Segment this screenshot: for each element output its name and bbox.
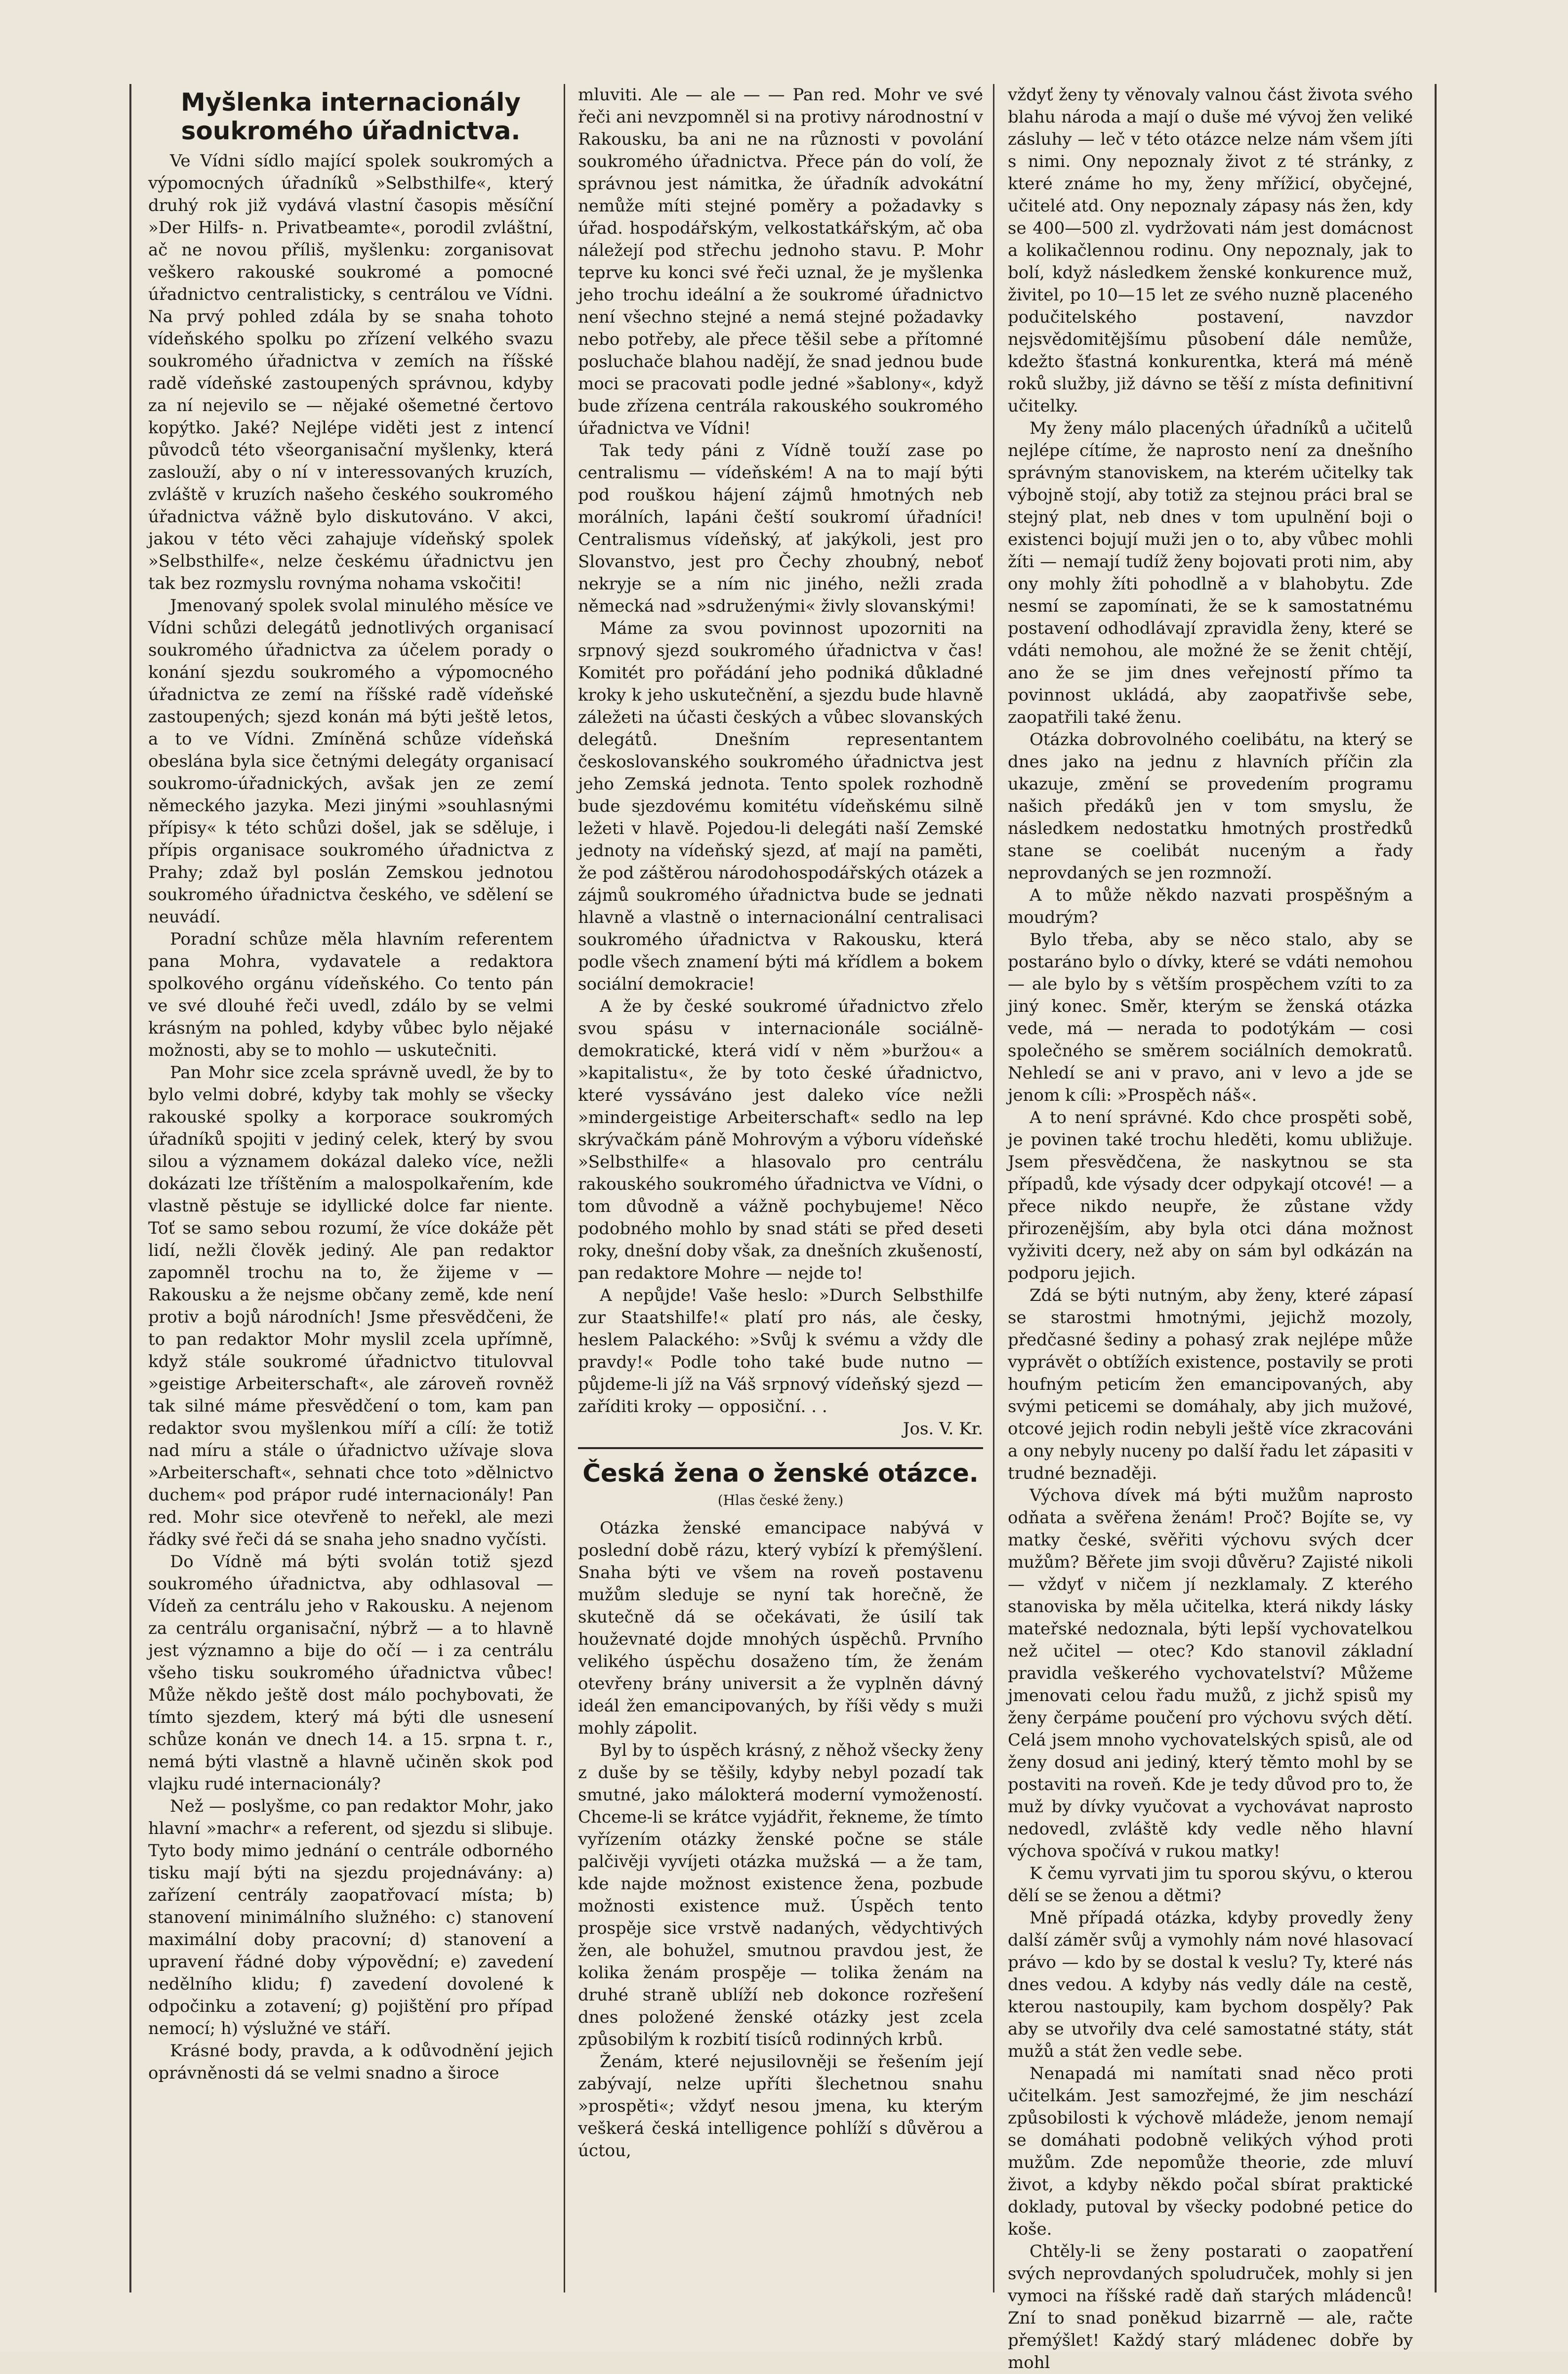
article-title: Myšlenka internacionály soukromého úřadnictva. <box>181 88 521 145</box>
article-title: Česká žena o ženské otázce. <box>582 1459 979 1488</box>
paragraph: Ve Vídni sídlo mající spolek soukromých a výpomocných úřadníků »Selbsthilfe«, který druhý rok již vydává vlastní časopis měsíční »Der Hilfs- n. Privatbeamte«, porodil zvláštní, ač ne novou příliš, myšlenku: zorganisovat veškero rakouské soukromé a pomocné úřadnictvo centralisticky, s centrálou ve Vídni. Na prvý pohled zdála by se snaha tohoto vídeňského spolku po zřízení velkého svazu soukromého úřadnictva v zemích na říšské radě vídeňské zastoupených správnou, kdyby za ní nejevilo se — nějaké ošemetné čertovo kopýtko. Jaké? Nejlépe viděti jest z intencí původců této všeorganisační myšlenky, která zaslouží, aby o ní v interessovaných kruzích, zvláště v kruzích našeho českého soukromého úřadnictva vážně bylo diskutováno. V akci, jakou v této věci zahajuje vídeňský spolek »Selbsthilfe«, nelze českému úřadnictvu jen tak bez rozmyslu rovnýma nohama vskočiti! <box>148 151 553 593</box>
paragraph: Než — poslyšme, co pan redaktor Mohr, jako hlavní »machr« a referent, od sjezdu si slibuje. Tyto body mimo jednání o centrále odborného tisku mají býti na sjezdu projednávány: a) zařízení centrály zaopatřovací místa; b) stanovení minimálního služného: c) stanovení maximální doby pracovní; d) stanovení a upravení řádné doby výpovědní; e) zavedení nedělního klidu; f) zavedení dovolené k odpočinku a zotavení; g) pojištění pro případ nemocí; h) výslužné ve stáří. <box>148 1796 553 2039</box>
article-body <box>1008 84 1413 2374</box>
paragraph: Chtěly-li se ženy postarati o zaopatření svých neprovdaných spoludruček, mohly si jen vymoci na říšské radě daň starých mládenců! Zní to snad poněkud bizarrně — ale, račte přemýšlet! Každý starý mládenec dobře by mohl <box>1008 2242 1413 2373</box>
article-divider <box>578 1447 983 1449</box>
article-signature: Jos. V. Kr. <box>903 1419 983 1439</box>
paragraph: Ženám, které nejusilovněji se řešením její zabývají, nelze upříti šlechetnou snahu »prospěti«; vždyť nesou jmena, ku kterým veškerá česká intelligence pohlíží s důvěrou a úctou, <box>578 2052 983 2161</box>
article-body <box>578 1517 983 2162</box>
paragraph: Nenapadá mi namítati snad něco proti učitelkám. Jest samozřejmé, že jim neschází způsobilosti k výchově mládeže, jenom nemají se domáhati podobně velikých výhod proti mužům. Zde nepomůže theorie, zde mluví život, a kdyby někdo počal sbírat praktické doklady, putoval by všecky podobné petice do koše. <box>1008 2064 1413 2239</box>
column-2 <box>578 84 983 2292</box>
paragraph: Bylo třeba, aby se něco stalo, aby se postaráno bylo o dívky, které se vdáti nemohou — ale bylo by s větším prospěchem vzíti to za jiný konec. Směr, kterým se ženská otázka vede, má — nerada to podotýkám — cosi společného se směrem sociálních demokratů. Nehledí se ani v pravo, ani v levo a jde se jenom k cíli: »Prospěch náš«. <box>1008 930 1413 1105</box>
article-body <box>578 84 983 1418</box>
paragraph: A to může někdo nazvati prospěšným a moudrým? <box>1008 885 1413 927</box>
paragraph: Poradní schůze měla hlavním referentem pana Mohra, vydavatele a redaktora spolkového orgánu vídeňského. Co tento pán ve své dlouhé řeči uvedl, zdálo by se velmi krásným na pohled, kdyby vůbec bylo nějaké možnosti, aby se to mohlo — uskutečniti. <box>148 929 553 1060</box>
right-margin-rule <box>1435 84 1437 2292</box>
paragraph: Do Vídně má býti svolán totiž sjezd soukromého úřadnictva, aby odhlasoval — Vídeň za centrálu jeho v Rakousku. A nejenom za centrálu organisační, nýbrž — a to hlavně jest významno a bije do očí — i za centrálu všeho tisku soukromého úřadnictva vůbec! Může někdo ještě dost málo pochybovati, že tímto sjezdem, který má býti dle usnesení schůze konán ve dnech 14. a 15. srpna t. r., nemá býti vlastně a hlavně učiněn skok pod vlajku rudé internacionály? <box>148 1552 553 1794</box>
paragraph: Mně případá otázka, kdyby provedly ženy další záměr svůj a vymohly nám nové hlasovací právo — kdo by se dostal k veslu? Ty, které nás dnes vedou. A kdyby nás vedly dále na cestě, kterou nastoupily, kam bychom dospěly? Pak aby se utvořily dva celé samostatné státy, stát mužů a stát žen vedle sebe. <box>1008 1908 1413 2061</box>
column-divider <box>564 84 565 2292</box>
paragraph: K čemu vyrvati jim tu sporou skývu, o kterou dělí se se ženou a dětmi? <box>1008 1864 1413 1906</box>
paragraph: mluviti. Ale — ale — — Pan red. Mohr ve své řeči ani nevzpomněl si na protivy národnostní v Rakousku, ba ani ne na různosti v povolání soukromého úřadnictva. Přece pán do volí, že správnou jest námitka, že úřadník advokátní nemůže míti stejné poměry a požadavky s úřad. hospodářským, velkostatkářským, ač oba náležejí pod střechu jednoho stavu. P. Mohr teprve ku konci své řeči uznal, že je myšlenka jeho trochu ideální a že soukromé úřadnictvo není všechno stejné a nemá stejné požadavky nebo potřeby, ale přece těšil sebe a přítomné posluchače blahou nadějí, že snad jednou bude moci se pracovati podle jedné »šablony«, když bude zřízena centrála rakouského soukromého úřadnictva ve Vídni! <box>578 85 983 438</box>
paragraph: Byl by to úspěch krásný, z něhož všecky ženy z duše by se těšily, kdyby nebyl pozadí tak smutné, jako málokterá moderní vymožeností. Chceme-li se krátce vyjádřit, řekneme, že tímto vyřízením otázky ženské počne se stále palčivěji vyvíjeti otázka mužská — a že tam, kde najde možnost existence žena, pozbude možnosti existence muž. Úspěch tento prospěje sice vrstvě nadaných, vědychtivých žen, ale bohužel, smutnou pravdou jest, že kolika ženám prospěje — tolika ženám na druhé straně ublíží neb dokonce rozřešení dnes položené ženské otázky jest zcela způsobilým k rozbití tisíců rodinných krbů. <box>578 1741 983 2049</box>
paragraph: Jmenovaný spolek svolal minulého měsíce ve Vídni schůzi delegátů jednotlivých organisací soukromého úřadnictva za účelem porady o konání sjezdu soukromého a výpomocného úřadnictva ze zemí na říšské radě vídeňské zastoupených; sjezd konán má býti ještě letos, a to ve Vídni. Zmíněná schůze vídeňská obeslána byla sice četnými delegáty organisací soukromo-úřadnických, avšak jen ze zemí německého jazyka. Mezi jinými »souhlasnými přípisy« k této schůzi došel, jak se sděluje, i přípis organisace soukromého úřadnictva z Prahy; zdaž byl poslán Zemskou jednotou soukromého úřadnictva českého, ve sdělení se neuvádí. <box>148 596 553 927</box>
column-3 <box>1008 84 1413 2373</box>
paragraph: A že by české soukromé úřadnictvo zřelo svou spásu v internacionále sociálně-demokratické, která vidí v něm »buržou« a »kapitalistu«, že by toto české úřadnictvo, které vyssáváno jest daleko více nežli »mindergeistige Arbeiterschaft« sedlo na lep skrývačkám páně Mohrovým a výboru vídeňské »Selbsthilfe« a hlasovalo pro centrálu rakouského soukromého úřadnictva ve Vídni, o tom důvodně a vážně pochybujeme! Něco podobného mohlo by snad státi se před deseti roky, dnešní doby však, za dnešních zkušeností, pan redaktore Mohre — nejde to! <box>578 997 983 1283</box>
paragraph: Máme za svou povinnost upozorniti na srpnový sjezd soukromého úřadnictva v čas! Komitét pro pořádání jeho podniká důkladné kroky k jeho uskutečnění, a sjezdu bude hlavně záležeti na účasti českých a vůbec slovanských delegátů. Dnešním representantem českoslovanského soukromého úřadnictva jest jeho Zemská jednota. Tento spolek rozhodně bude sjezdovému komitétu vídeňskému silně ležeti v hlavě. Pojedou-li delegáti naší Zemské jednoty na vídeňský sjezd, ať mají na paměti, že pod záštěrou národohospodářských otázek a zájmů soukromého úřadnictva bude se jednati hlavně a vlastně o internacionální centralisaci soukromého úřadnictva v Rakousku, která podle všech znamení býti má křídlem a bokem sociální demokracie! <box>578 619 983 994</box>
paragraph: Otázka dobrovolného coelibátu, na který se dnes jako na jednu z hlavních příčin zla ukazuje, změní se provedením programu našich předáků jen v tom smyslu, že následkem nedostatku hmotných prostředků stane se coelibát nuceným a řady neprovdaných se jen rozmnoží. <box>1008 730 1413 883</box>
paragraph: Krásné body, pravda, a k odůvodnění jejich oprávněnosti dá se velmi snadno a široce <box>148 2041 553 2083</box>
article-body <box>148 150 553 2084</box>
paragraph: Otázka ženské emancipace nabývá v poslední době rázu, který vybízí k přemýšlení. Snaha býti ve všem na roveň postavenu mužům sleduje se nyní tak horečně, že skutečně dá se očekávati, že úsilí tak houževnaté dojde mnohých úspěchů. Prvního velikého úspěchu dosaženo tím, že ženám otevřeny brány universit a že vyplněn dávný ideál žen emancipovaných, by říši vědy s muži mohly zápolit. <box>578 1518 983 1738</box>
paragraph: A to není správné. Kdo chce prospěti sobě, je povinen také trochu hleděti, komu ubližuje. Jsem přesvědčena, že naskytnou se sta případů, kde výsady dcer odpykají otcové! — a přece nikdo neupře, že zůstane vždy přirozenějším, aby byla otci dána možnost vyživiti dcery, než aby on sám byl odkázán na podporu jejich. <box>1008 1108 1413 1283</box>
left-margin-rule <box>129 84 131 2292</box>
paragraph: Zdá se býti nutným, aby ženy, které zápasí se starostmi hmotnými, jejichž mozoly, předčasné šediny a pohasý zrak nejlépe může vyprávět o obtížích existence, postavily se proti houfným peticím žen emancipovaných, aby svými peticemi se domáhaly, aby jich mužové, otcové jejich rodin nebyli ještě více zkracováni a ony nebyly nuceny po další řadu let zápasiti v trudné beznaději. <box>1008 1286 1413 1483</box>
paragraph: A nepůjde! Vaše heslo: »Durch Selbsthilfe zur Staatshilfe!« platí pro nás, ale česky, heslem Palackého: »Svůj k svému a vždy dle pravdy!« Podle toho také bude nutno — půjdeme-li jíž na Váš srpnový vídeňský sjezd — zaříditi kroky — opposiční. . . <box>578 1286 983 1416</box>
column-1 <box>148 84 553 2292</box>
paragraph: My ženy málo placených úřadníků a učitelů nejlépe cítíme, že naprosto není za dnešního správným stanoviskem, na kterém učitelky tak výbojně stojí, aby totiž za stejnou práci bral se stejný plat, neb dnes v tom upulnění boji o existenci bojují muži jen o to, aby vůbec mohli žíti — nemají tudíž ženy bojovati proti nim, aby ony mohly žíti pohodlně a v blahobytu. Zde nesmí se zapomínati, že se k samostatnému postavení odhodlávají zpravidla ženy, které se vdáti nemohou, ale možné že se ženit chtějí, ano že se jim dnes veřejností přímo ta povinnost ukládá, aby zaopatřivše sebe, zaopatřili také ženu. <box>1008 418 1413 727</box>
column-divider <box>993 84 994 2292</box>
paragraph: Výchova dívek má býti mužům naprosto odňata a svěřena ženám! Proč? Bojíte se, vy matky české, svěřiti výchovu svých dcer mužům? Běřete jim svoji důvěru? Zajisté nikoli — vždyť v ničem jí nezklamaly. Z kterého stanoviska by měla učitelka, která nikdy lásky mateřské nedoznala, býti lepší vychovatelkou než učitel — otec? Kdo stanovil základní pravidla veškerého vychovatelství? Můžeme jmenovati celou řadu mužů, z jichž spisů my ženy čerpáme poučení pro výchovu svých dětí. Celá jsem mnoho vychovatelských spisů, ale od ženy dosud ani jediný, který těmto mohl by se postaviti na roveň. Kde je tedy důvod pro to, že muž by dívky vyučovat a vychovávat naprosto nedovedl, zvláště kdy vedle něho hlavní výchova spočívá v rukou matky! <box>1008 1486 1413 1861</box>
paragraph: Tak tedy páni z Vídně touží zase po centralismu — vídeňském! A na to mají býti pod rouškou hájení zájmů hmotných neb morálních, lapáni čeští soukromí úřadníci! Centralismus vídeňský, ať jakýkoli, jest pro Slovanstvo, jest pro Čechy zhoubný, neboť nekryje se a ním nic jiného, nežli zrada německá nad »sdruženými« živly slovanskými! <box>578 441 983 616</box>
paragraph: Pan Mohr sice zcela správně uvedl, že by to bylo velmi dobré, kdyby tak mohly se všecky rakouské spolky a korporace soukromých úřadníků spojiti v jediný celek, který by svou silou a významem dokázal daleko více, nežli dokázati lze tříštěním a malospolkařením, kde vlastně pěstuje se idyllické dolce far niente. Toť se samo sebou rozumí, že více dokáže pět lidí, nežli člověk jediný. Ale pan redaktor zapomněl trochu na to, že žijeme v — Rakousku a že nejsme občany země, kde není protiv a bojů národních! Jsme přesvědčeni, že to pan redaktor Mohr myslil zcela upřímně, když stále soukromé úřadnictvo titulovval »geistige Arbeiterschaft«, ale zároveň rovněž tak silné máme přesvědčení o tom, kam pan redaktor svou myšlenkou míří a cílí: že totiž nad míru a stále o úřadnictvo užívaje slova »Arbeiterschaft«, sehnati chce toto »dělnictvo duchem« pod prápor rudé internacionály! Pan red. Mohr sice otevřeně to neřekl, ale mezi řádky své řeči dá se snaha jeho snadno vyčísti. <box>148 1063 553 1549</box>
paragraph: vždyť ženy ty věnovaly valnou část života svého blahu národa a mají o duše mé vývoj žen veliké zásluhy — leč v této otázce nelze nám všem jíti s nimi. Ony nepoznaly život z té stránky, z které známe ho my, ženy mřížicí, obyčejné, učitelé atd. Ony nepoznaly zápasy nás žen, kdy se 400—500 zl. vydržovati nám jest domácnost a kolikačlennou rodinu. Ony nepoznaly, jak to bolí, když následkem ženské konkurence muž, živitel, po 10—15 let ze svého nuzně placeného podučitelského postavení, navzdor nejsvědomitějšímu působení dále nemůže, kdežto šťastná konkurentka, která má méně roků služby, již dávno se těší z místa definitivní učitelky. <box>1008 85 1413 416</box>
article-subtitle: (Hlas české ženy.) <box>717 1492 844 1508</box>
